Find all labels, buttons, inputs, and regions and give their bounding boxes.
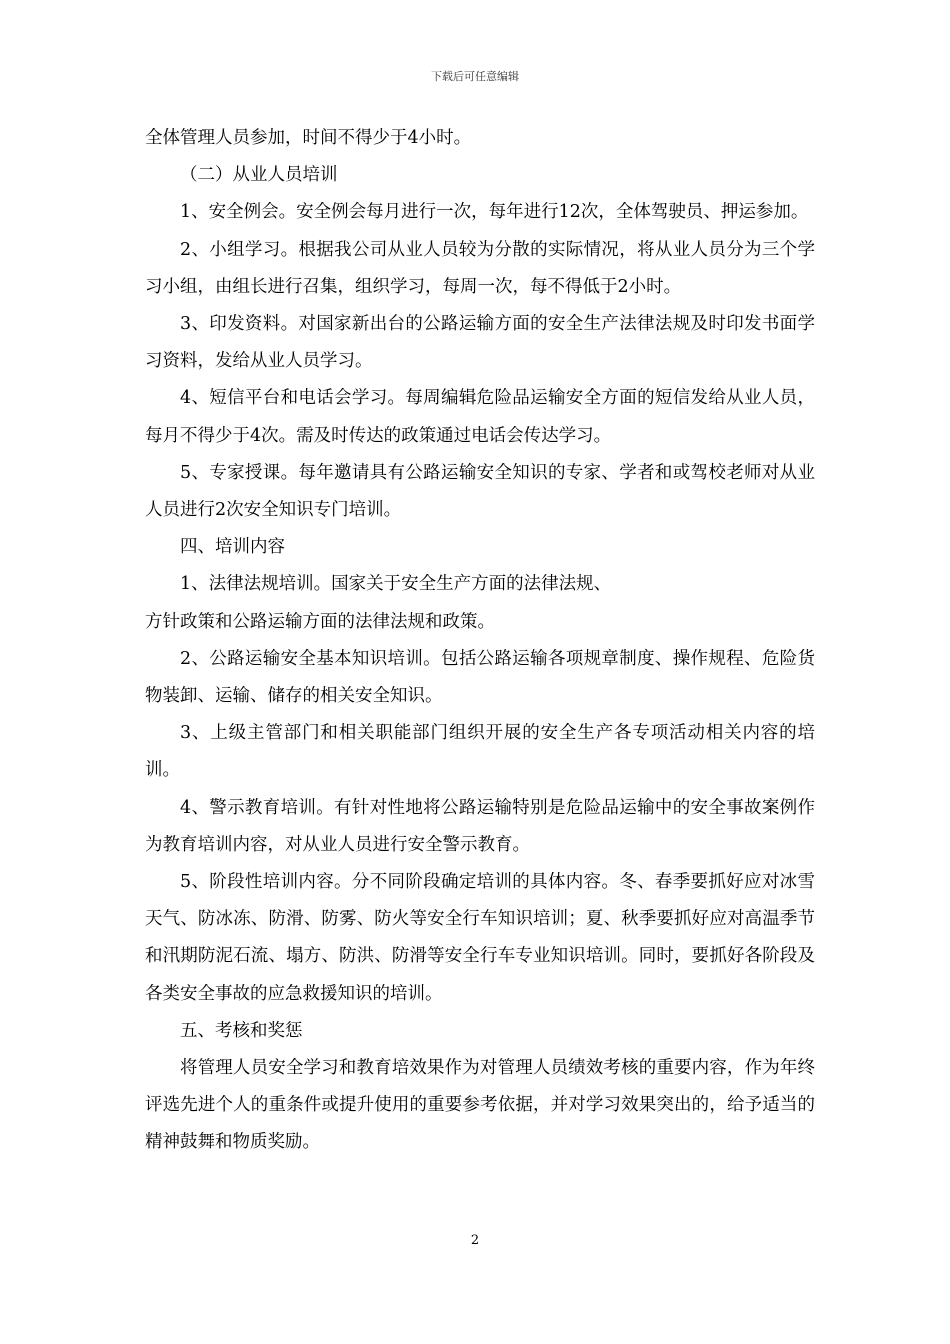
- paragraph: 3、印发资料。对国家新出台的公路运输方面的安全生产法律法规及时印发书面学习资料，发给从业人员学习。: [145, 314, 815, 372]
- paragraph-continuation: 全体管理人员参加，时间不得少于4小时。: [145, 128, 472, 148]
- document-body: [145, 120, 815, 1162]
- paragraph: 4、警示教育培训。有针对性地将公路运输特别是危险品运输中的安全事故案例作为教育培训内容，对从业人员进行安全警示教育。: [145, 797, 815, 855]
- section-heading-assessment: 五、考核和奖惩: [180, 1020, 303, 1041]
- paragraph: 2、小组学习。根据我公司从业人员较为分散的实际情况，将从业人员分为三个学习小组，由组长进行召集，组织学习，每周一次，每不得低于2小时。: [145, 239, 815, 297]
- page-number: 2: [470, 1233, 480, 1248]
- paragraph: 4、短信平台和电话会学习。每周编辑危险品运输安全方面的短信发给从业人员，每月不得少于4次。需及时传达的政策通过电话会传达学习。: [145, 388, 815, 446]
- paragraph: 1、法律法规培训。国家关于安全生产方面的法律法规、: [180, 574, 612, 595]
- paragraph: 5、专家授课。每年邀请具有公路运输安全知识的专家、学者和或驾校老师对从业人员进行2次安全知识专门培训。: [145, 462, 815, 521]
- section-heading-training-content: 四、培训内容: [180, 537, 285, 558]
- paragraph: 5、阶段性培训内容。分不同阶段确定培训的具体内容。冬、春季要抓好应对冰雪天气、防冰冻、防滑、防雾、防火等安全行车知识培训；夏、秋季要抓好应对高温季节和汛期防泥石流、塌方、防洪、防滑等安全行车专业知识培训。同时，要抓好各阶段及各类安全事故的应急救援知识的培训。: [145, 872, 815, 1004]
- paragraph: 1、安全例会。安全例会每月进行一次，每年进行12次，全体驾驶员、押运参加。: [180, 202, 809, 223]
- paragraph: 2、公路运输安全基本知识培训。包括公路运输各项规章制度、操作规程、危险货物装卸、运输、储存的相关安全知识。: [145, 648, 815, 707]
- header-note: 下载后可任意编辑: [431, 70, 519, 83]
- paragraph-continuation: 方针政策和公路运输方面的法律法规和政策。: [145, 611, 495, 632]
- paragraph: 将管理人员安全学习和教育培效果作为对管理人员绩效考核的重要内容，作为年终评选先进个人的重条件或提升使用的重要参考依据，并对学习效果突出的，给予适当的精神鼓舞和物质奖励。: [145, 1058, 815, 1153]
- paragraph: 3、上级主管部门和相关职能部门组织开展的安全生产各专项活动相关内容的培训。: [145, 723, 815, 781]
- paragraph-subheading-staff-training: （二）从业人员培训: [180, 165, 338, 186]
